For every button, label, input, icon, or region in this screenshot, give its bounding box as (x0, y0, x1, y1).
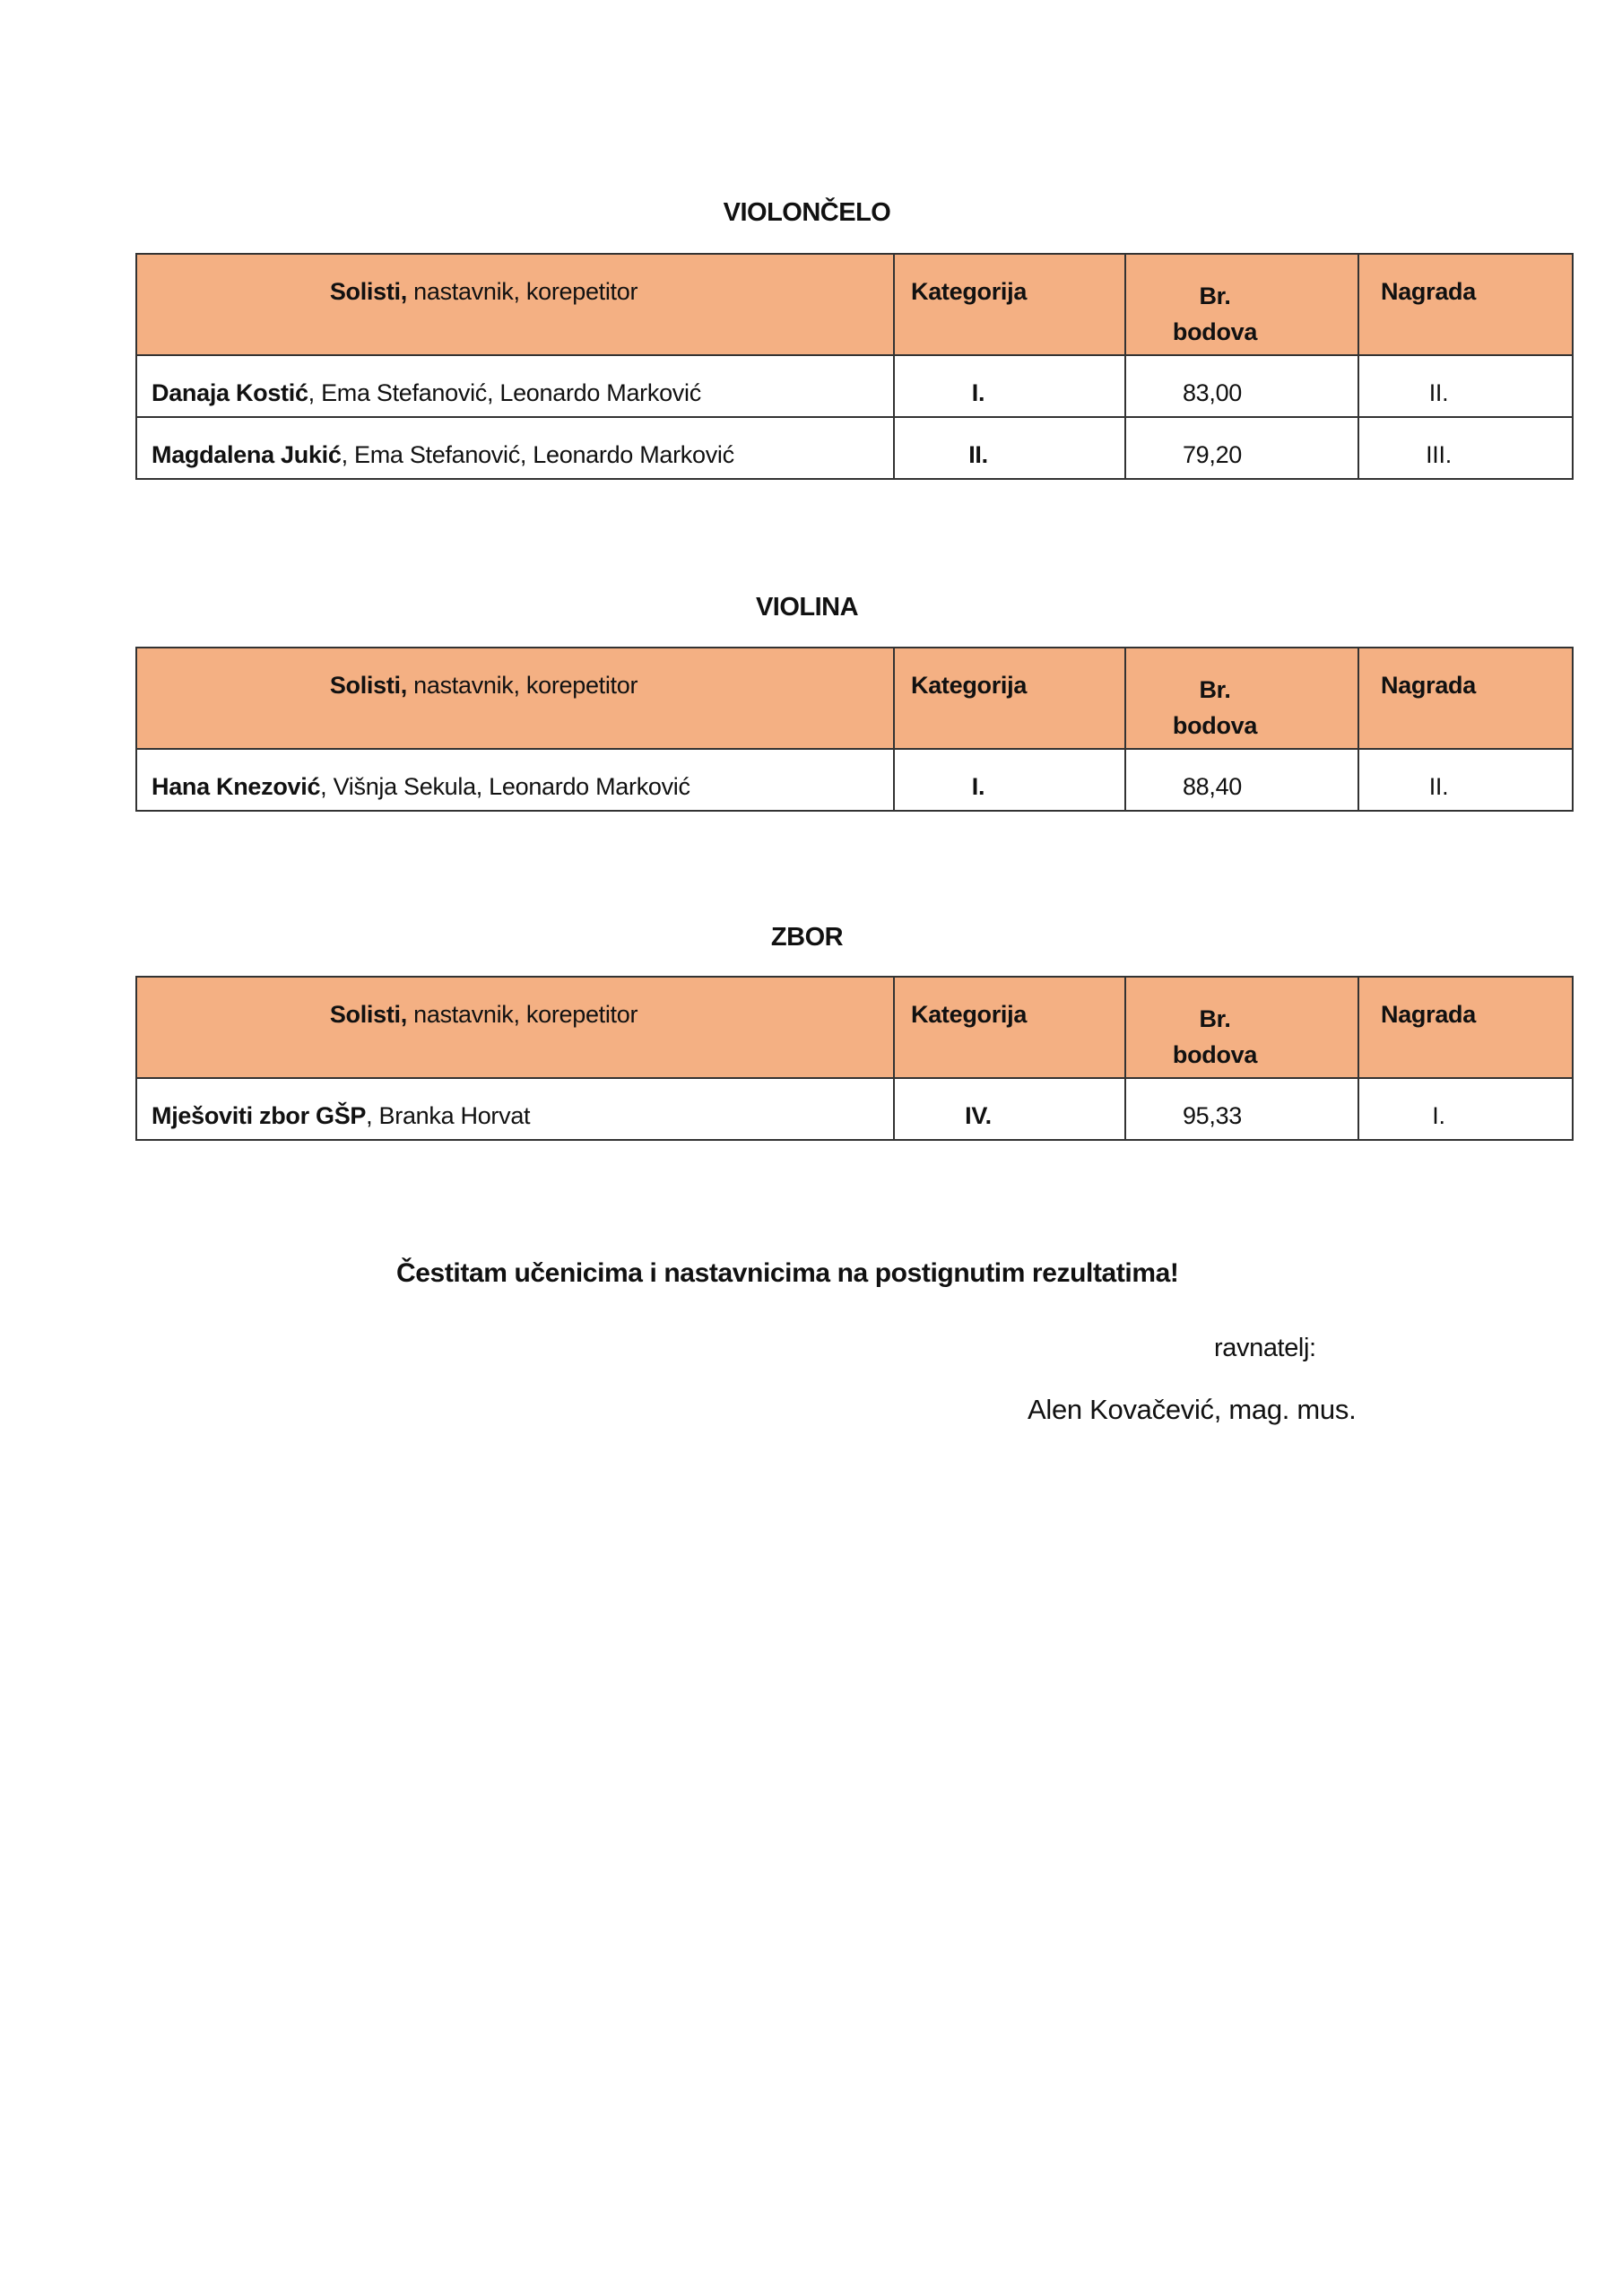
header-points-line1: Br. (1199, 676, 1231, 703)
cell-category: II. (894, 417, 1125, 479)
header-points-line2: bodova (1172, 1041, 1258, 1068)
teacher-accompanist: , Ema Stefanović, Leonardo Marković (308, 379, 701, 406)
results-table-violoncelo (135, 253, 1574, 480)
cell-points: 79,20 (1125, 417, 1358, 479)
cell-award: I. (1358, 1078, 1573, 1140)
cell-award: II. (1358, 355, 1573, 417)
header-soloists-bold: Solisti, (329, 672, 407, 699)
cell-soloist (136, 417, 894, 479)
signature-name: Alen Kovačević, mag. mus. (1028, 1394, 1357, 1425)
section-title-violina: VIOLINA (755, 593, 859, 622)
section-title-violoncelo: VIOLONČELO (723, 198, 891, 227)
cell-soloist (136, 749, 894, 811)
results-table-violina (135, 647, 1574, 812)
table-header-row (136, 977, 1573, 1078)
table-header-row (136, 254, 1573, 355)
header-category: Kategorija (894, 648, 1125, 749)
teacher-accompanist: , Višnja Sekula, Leonardo Marković (320, 773, 690, 800)
student-name: Mješoviti zbor GŠP (152, 1102, 367, 1129)
header-soloists-rest: nastavnik, korepetitor (406, 1001, 638, 1028)
cell-soloist (136, 355, 894, 417)
cell-soloist (136, 1078, 894, 1140)
header-award: Nagrada (1358, 977, 1573, 1078)
cell-category: I. (894, 355, 1125, 417)
header-points (1125, 977, 1358, 1078)
header-points (1125, 648, 1358, 749)
table-row (136, 355, 1573, 417)
cell-points: 95,33 (1125, 1078, 1358, 1140)
student-name: Danaja Kostić (152, 379, 308, 406)
header-soloists-rest: nastavnik, korepetitor (406, 278, 638, 305)
cell-category: I. (894, 749, 1125, 811)
results-table-zbor (135, 976, 1574, 1141)
header-category: Kategorija (894, 254, 1125, 355)
table-header-row (136, 648, 1573, 749)
cell-award: II. (1358, 749, 1573, 811)
cell-points: 83,00 (1125, 355, 1358, 417)
congratulations-text: Čestitam učenicima i nastavnicima na postignutim rezultatima! (396, 1258, 1179, 1288)
cell-category: IV. (894, 1078, 1125, 1140)
header-soloists-bold: Solisti, (329, 278, 407, 305)
teacher-accompanist: , Ema Stefanović, Leonardo Marković (341, 441, 734, 468)
header-points-line1: Br. (1199, 1005, 1231, 1032)
section-title-zbor: ZBOR (770, 923, 844, 952)
table-row (136, 417, 1573, 479)
header-points (1125, 254, 1358, 355)
header-points-line1: Br. (1199, 283, 1231, 309)
header-soloists (136, 977, 894, 1078)
table-row (136, 749, 1573, 811)
teacher-accompanist: , Branka Horvat (366, 1102, 531, 1129)
table-row (136, 1078, 1573, 1140)
header-points-line2: bodova (1172, 712, 1258, 739)
header-soloists (136, 648, 894, 749)
student-name: Hana Knezović (152, 773, 321, 800)
student-name: Magdalena Jukić (152, 441, 342, 468)
header-points-line2: bodova (1172, 318, 1258, 345)
signature-label: ravnatelj: (1214, 1334, 1316, 1362)
header-award: Nagrada (1358, 254, 1573, 355)
header-soloists-rest: nastavnik, korepetitor (406, 672, 638, 699)
header-category: Kategorija (894, 977, 1125, 1078)
cell-points: 88,40 (1125, 749, 1358, 811)
header-award: Nagrada (1358, 648, 1573, 749)
cell-award: III. (1358, 417, 1573, 479)
header-soloists (136, 254, 894, 355)
header-soloists-bold: Solisti, (329, 1001, 407, 1028)
